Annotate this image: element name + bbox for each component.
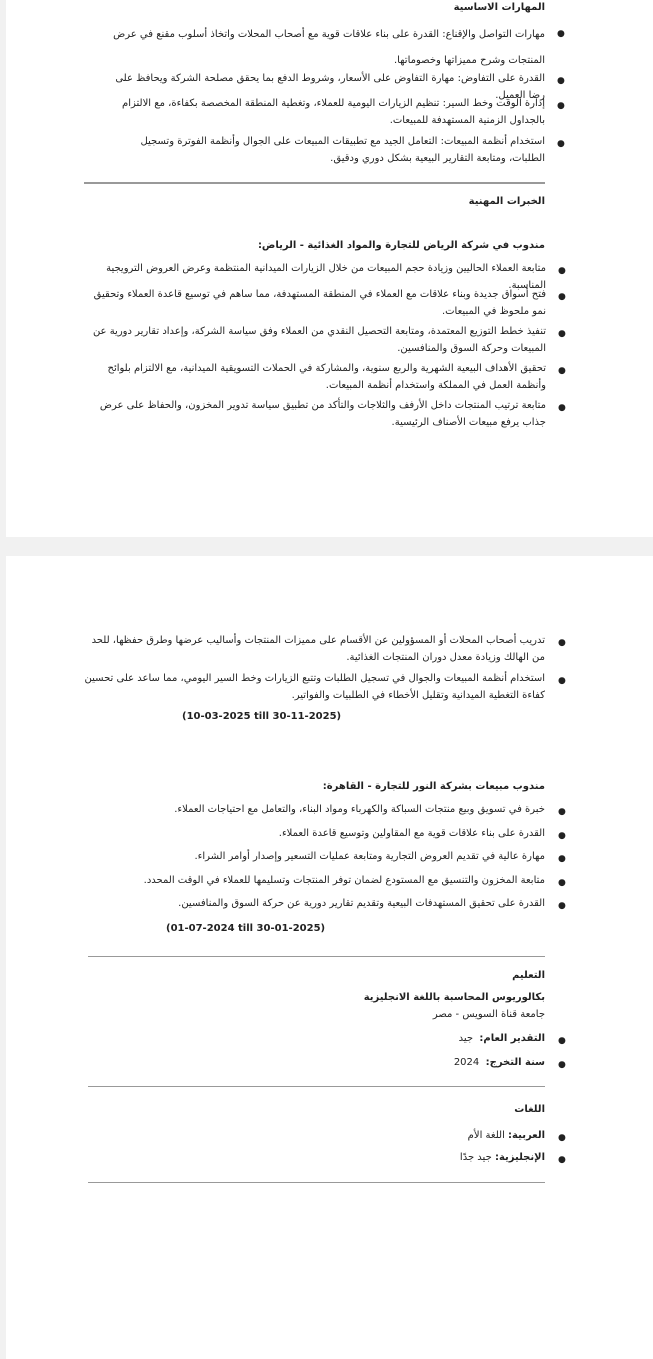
grade-value: جيد bbox=[458, 1033, 474, 1044]
education-heading: التعليم bbox=[512, 970, 545, 981]
bullet-dot-icon: ● bbox=[558, 1060, 566, 1070]
bullet-dot-icon: ● bbox=[558, 1155, 566, 1165]
bullet-dot-icon: ● bbox=[558, 266, 566, 276]
graduation-line bbox=[245, 1054, 545, 1071]
graduation-value: 2024 bbox=[453, 1057, 480, 1068]
bullet-dot-icon: ● bbox=[558, 638, 566, 648]
experience-heading: الخبرات المهنية bbox=[468, 196, 545, 207]
job1-item: متابعة العملاء الحاليين وزيادة حجم المبيعات من خلال الزيارات الميدانية المنتظمة وعرض العروض الترويجية المناسبة. bbox=[106, 263, 546, 291]
grade-label: التقدير العام: bbox=[479, 1033, 545, 1044]
bullet-dot-icon: ● bbox=[558, 901, 566, 911]
bullet-dot-icon: ● bbox=[558, 1036, 566, 1046]
job2-item: خبرة في تسويق وبيع منتجات السباكة والكهرباء ومواد البناء، والتعامل مع احتياجات العملاء. bbox=[174, 804, 545, 815]
job1-item: تحقيق الأهداف البيعية الشهرية والربع سنوية، والمشاركة في الحملات التسويقية الميدانية، مع الالتزام بلوائح وأنظمة العمل في المملكة واستخدام أنظمة المبيعات. bbox=[107, 363, 546, 391]
bullet-dot-icon: ● bbox=[558, 1133, 566, 1143]
job1-date: (10-03-2025 till 30-11-2025) bbox=[182, 711, 342, 722]
bullet-dot-icon: ● bbox=[558, 292, 566, 302]
bullet-dot-icon: ● bbox=[557, 76, 565, 86]
skills-heading: المهارات الاساسية bbox=[453, 2, 545, 13]
job2-item: القدرة على تحقيق المستهدفات البيعية وتقديم تقارير دورية عن حركة السوق والمنافسين. bbox=[178, 898, 545, 909]
bullet-dot-icon: ● bbox=[558, 878, 566, 888]
document-page-1 bbox=[6, 0, 653, 537]
skill-item: استخدام أنظمة المبيعات: التعامل الجيد مع تطبيقات المبيعات على الجوال وأنظمة الفوترة وتسجيل الطلبات، ومتابعة التقارير البيعية بشكل دوري ودقيق. bbox=[140, 136, 545, 164]
grade-line bbox=[245, 1030, 545, 1047]
lang1-label: العربية: bbox=[508, 1130, 545, 1141]
bullet-dot-icon: ● bbox=[557, 29, 565, 39]
bullet-dot-icon: ● bbox=[558, 831, 566, 841]
bullet-dot-icon: ● bbox=[558, 676, 566, 686]
bullet-dot-icon: ● bbox=[558, 854, 566, 864]
bullet-dot-icon: ● bbox=[558, 403, 566, 413]
section-divider bbox=[88, 1182, 545, 1183]
skill-item: مهارات التواصل والإقناع: القدرة على بناء علاقات قوية مع أصحاب المحلات واتخاذ أسلوب مقنع في عرض المنتجات وشرح مميزاتها وخصوماتها. bbox=[113, 29, 545, 66]
job1-item: استخدام أنظمة المبيعات والجوال في تسجيل الطلبات وتتبع الزيارات وخط السير اليومي، مما ساعد على تحسين كفاءة التغطية الميدانية وتقليل الأخطاء في الطلبيات والفواتير. bbox=[84, 673, 545, 701]
job1-item: تدريب أصحاب المحلات أو المسؤولين عن الأقسام على مميزات المنتجات وأساليب عرضها وطرق حفظها، للحد من الهالك وزيادة معدل دوران المنتجات الغذائية. bbox=[91, 635, 545, 663]
section-divider bbox=[84, 182, 545, 184]
job1-item: فتح أسواق جديدة وبناء علاقات مع العملاء في المنطقة المستهدفة، مما ساهم في توسيع قاعدة العملاء وتحقيق نمو ملحوظ في المبيعات. bbox=[93, 289, 546, 317]
job1-item: متابعة ترتيب المنتجات داخل الأرفف والثلاجات والتأكد من تطبيق سياسة تدوير المخزون، والحفاظ على عرض جذاب يرفع مبيعات الأصناف الرئيسية. bbox=[99, 400, 546, 428]
section-divider bbox=[88, 1086, 545, 1087]
job2-item: مهارة عالية في تقديم العروض التجارية ومتابعة عمليات التسعير وإصدار أوامر الشراء. bbox=[194, 851, 545, 862]
lang1-value: اللغة الأم bbox=[467, 1130, 505, 1141]
bullet-dot-icon: ● bbox=[558, 366, 566, 376]
degree-title: بكالوريوس المحاسبة باللغة الانجليزية bbox=[363, 992, 545, 1003]
job1-title: مندوب في شركة الرياض للتجارة والمواد الغذائية - الرياض: bbox=[257, 240, 545, 251]
lang2-value: جيد جدًا bbox=[459, 1152, 492, 1163]
bullet-dot-icon: ● bbox=[557, 101, 565, 111]
language-arabic bbox=[245, 1127, 545, 1144]
languages-heading: اللغات bbox=[514, 1104, 545, 1115]
bullet-dot-icon: ● bbox=[558, 329, 566, 339]
document-page-2 bbox=[6, 556, 653, 1359]
language-english bbox=[245, 1149, 545, 1166]
lang2-label: الإنجليزية: bbox=[494, 1152, 545, 1163]
bullet-dot-icon: ● bbox=[557, 139, 565, 149]
job2-item: القدرة على بناء علاقات قوية مع المقاولين وتوسيع قاعدة العملاء. bbox=[278, 828, 545, 839]
graduation-label: سنة التخرج: bbox=[485, 1057, 545, 1068]
university-name: جامعة قناة السويس - مصر bbox=[432, 1009, 545, 1020]
skill-item: القدرة على التفاوض: مهارة التفاوض على الأسعار، وشروط الدفع بما يحقق مصلحة الشركة ويحافظ على رضا العميل. bbox=[115, 73, 545, 101]
job2-title: مندوب مبيعات بشركة النور للتجارة - القاهرة: bbox=[322, 781, 545, 792]
bullet-dot-icon: ● bbox=[558, 807, 566, 817]
skill-item: إدارة الوقت وخط السير: تنظيم الزيارات اليومية للعملاء، وتغطية المنطقة المخصصة بكفاءة، مع الالتزام بالجداول الزمنية المستهدفة للمبيعات. bbox=[122, 98, 545, 126]
job2-date: (01-07-2024 till 30-01-2025) bbox=[166, 923, 326, 934]
job1-item: تنفيذ خطط التوزيع المعتمدة، ومتابعة التحصيل النقدي من العملاء وفق سياسة الشركة، وإعداد تقارير دورية عن المبيعات وحركة السوق والمنافسين. bbox=[92, 326, 546, 354]
job2-item: متابعة المخزون والتنسيق مع المستودع لضمان توفر المنتجات وتسليمها للعملاء في الوقت المحدد. bbox=[143, 875, 545, 886]
section-divider bbox=[88, 956, 545, 957]
